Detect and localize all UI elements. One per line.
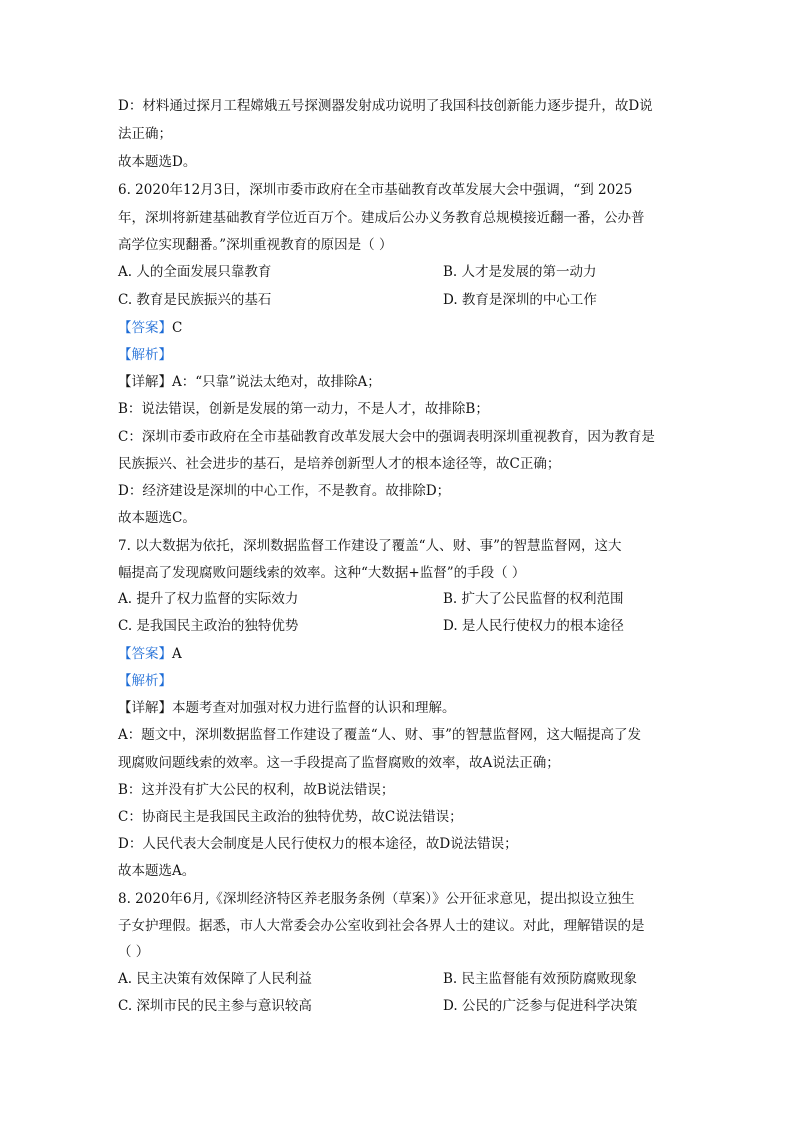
q6-option-c: C. 教育是民族振兴的基石 (118, 292, 272, 308)
prev-answer-line: 故本题选D。 (118, 154, 197, 170)
q7-analysis-tag: 【解析】 (118, 673, 172, 689)
q6-analysis-tag: 【解析】 (118, 347, 172, 363)
q6-detail-line1 (118, 372, 381, 392)
q6-stem-line3: 高学位实现翻番。”深圳重视教育的原因是（ ） (118, 237, 393, 253)
answer-tag: 【答案】 (118, 646, 172, 662)
q6-detail-line6: 故本题选C。 (118, 510, 196, 526)
q7-answer-value: A (172, 646, 182, 662)
q6-stem-line1: 6. 2020年12月3日，深圳市委市政府在全市基础教育改革发展大会中强调，“到 2025 (118, 182, 633, 198)
q6-option-b: B. 人才是发展的第一动力 (443, 264, 597, 280)
detail-tag: 【详解】 (118, 700, 172, 716)
q7-detail-line2: A：题文中，深圳数据监督工作建设了覆盖“人、财、事”的智慧监督网，这大幅提高了发 (118, 727, 642, 743)
q6-option-d: D. 教育是深圳的中心工作 (443, 292, 597, 308)
answer-tag: 【答案】 (118, 320, 172, 336)
q7-detail-line3: 现腐败问题线索的效率。这一手段提高了监督腐败的效率，故A说法正确； (118, 755, 560, 771)
detail-tag: 【详解】 (118, 374, 172, 390)
q6-answer-value: C (172, 320, 183, 336)
prev-detail-d-line2: 法正确； (118, 126, 172, 142)
q8-option-b: B. 民主监督能有效预防腐败现象 (443, 971, 638, 987)
q8-option-a: A. 民主决策有效保障了人民利益 (118, 971, 312, 987)
q7-option-d: D. 是人民行使权力的根本途径 (443, 618, 624, 634)
q6-detail-line3: C：深圳市委市政府在全市基础教育改革发展大会中的强调表明深圳重视教育，因为教育是 (118, 429, 655, 445)
q6-detail-first: A：“只靠”说法太绝对，故排除A； (172, 374, 381, 390)
q8-option-c: C. 深圳市民的民主参与意识较高 (118, 998, 312, 1014)
q8-stem-line1: 8. 2020年6月,《深圳经济特区养老服务条例（草案）》公开征求意见，提出拟设立独生 (118, 891, 635, 907)
q6-stem-line2: 年，深圳将新建基础教育学位近百万个。建成后公办义务教育总规模接近翻一番，公办普 (118, 210, 645, 226)
q7-detail-line5: C：协商民主是我国民主政治的独特优势，故C说法错误； (118, 809, 463, 825)
q7-stem-line2: 幅提高了发现腐败问题线索的效率。这种“大数据+监督”的手段（ ） (118, 565, 526, 581)
q7-option-c: C. 是我国民主政治的独特优势 (118, 618, 299, 634)
q7-detail-line6: D：人民代表大会制度是人民行使权力的根本途径，故D说法错误； (118, 836, 518, 852)
q7-detail-first: 本题考查对加强对权力进行监督的认识和理解。 (172, 700, 456, 716)
q8-stem-line2: 子女护理假。据悉，市人大常委会办公室收到社会各界人士的建议。对此，理解错误的是 (118, 918, 645, 934)
q6-detail-line4: 民族振兴、社会进步的基石，是培养创新型人才的根本途径等，故C正确； (118, 456, 561, 472)
q7-option-a: A. 提升了权力监督的实际效力 (118, 591, 299, 607)
q7-detail-line4: B：这并没有扩大公民的权利，故B说法错误； (118, 782, 395, 798)
q7-detail-line1 (118, 698, 456, 718)
q6-answer (118, 318, 182, 338)
q7-detail-line7: 故本题选A。 (118, 863, 196, 879)
q6-option-a: A. 人的全面发展只靠教育 (118, 264, 272, 280)
q7-answer (118, 644, 182, 664)
q6-detail-line2: B：说法错误，创新是发展的第一动力，不是人才，故排除B； (118, 401, 489, 417)
q6-detail-line5: D：经济建设是深圳的中心工作，不是教育。故排除D； (118, 483, 451, 499)
q8-stem-line3: （ ） (118, 944, 150, 960)
q7-option-b: B. 扩大了公民监督的权利范围 (443, 591, 624, 607)
prev-detail-d-line1: D：材料通过探月工程嫦娥五号探测器发射成功说明了我国科技创新能力逐步提升，故D说 (118, 98, 653, 114)
q7-stem-line1: 7. 以大数据为依托，深圳数据监督工作建设了覆盖“人、财、事”的智慧监督网，这大 (118, 538, 622, 554)
q8-option-d: D. 公民的广泛参与促进科学决策 (443, 998, 638, 1014)
